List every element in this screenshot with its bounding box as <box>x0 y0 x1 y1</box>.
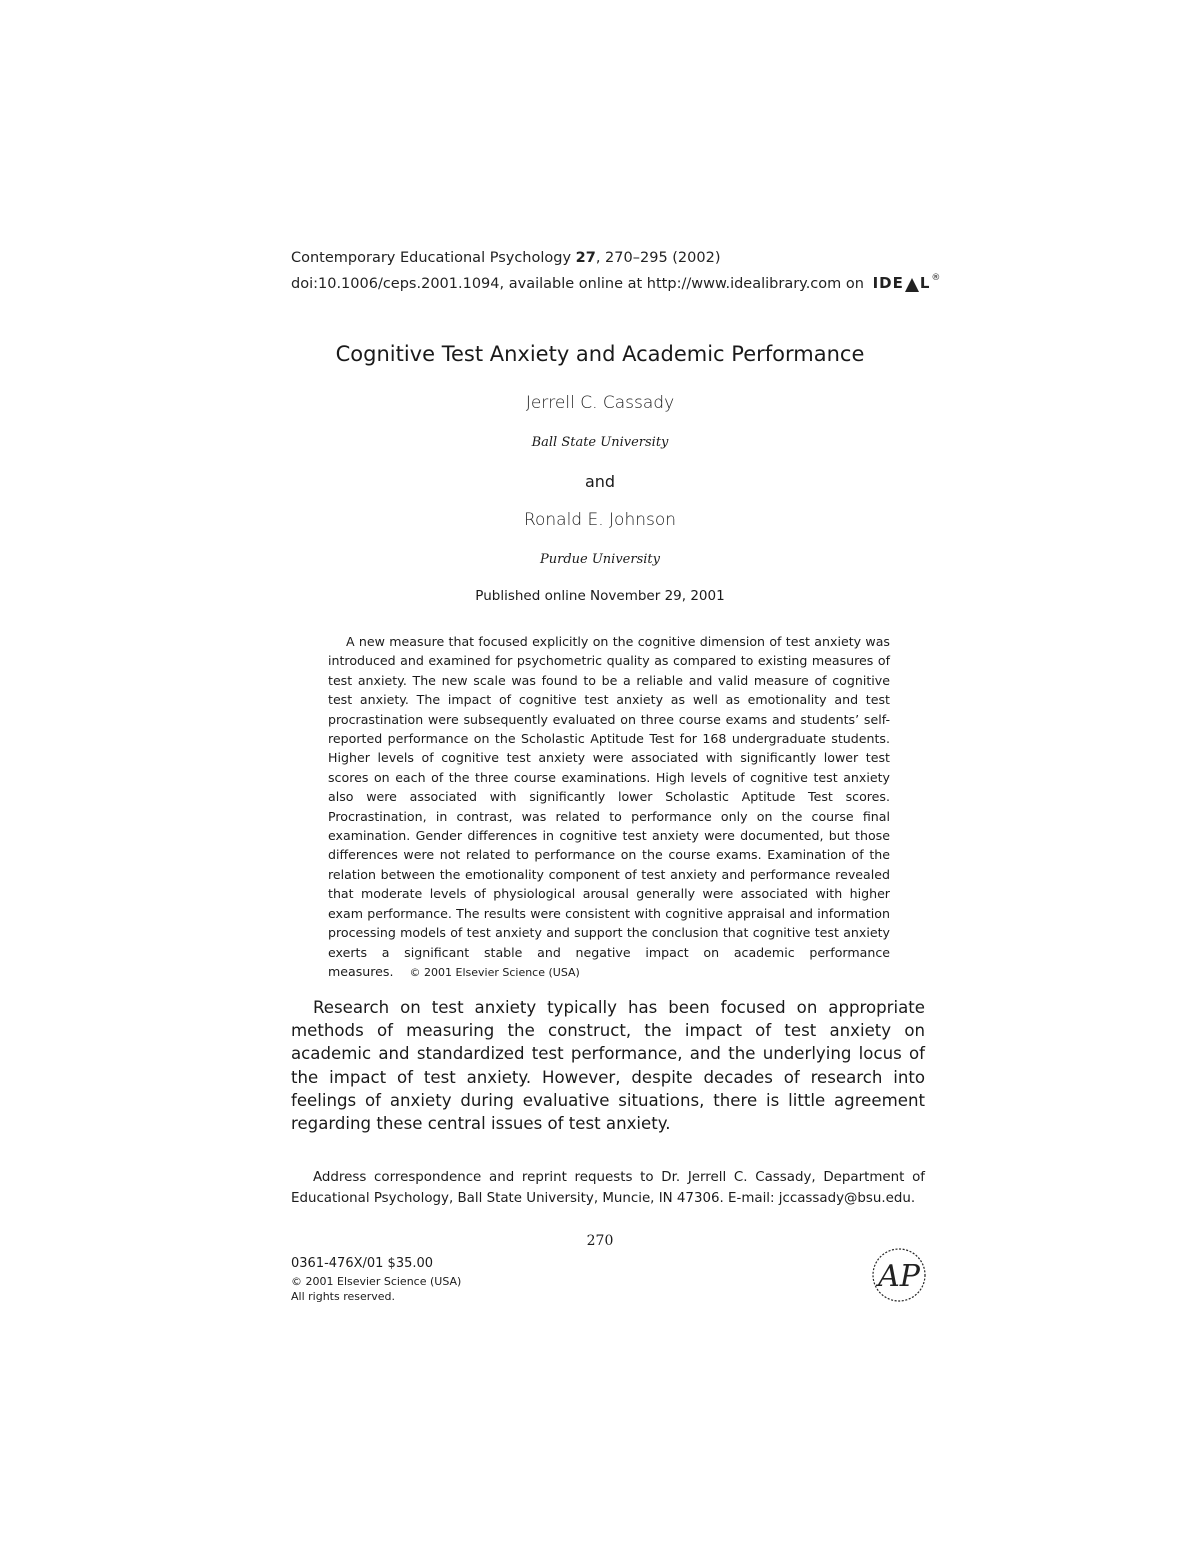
affiliation-1: Ball State University <box>531 435 669 450</box>
correspondence-footnote: Address correspondence and reprint requests to Dr. Jerrell C. Cassady, Department of Educational Psychology, Ball State University, Muncie, IN 47306. E-mail: jccassady@bsu.edu. <box>291 1170 925 1206</box>
journal-volume: 27 <box>575 250 596 266</box>
doi-line <box>291 274 941 292</box>
ideal-triangle-icon <box>905 278 919 292</box>
issn-price: 0361-476X/01 $35.00 <box>291 1256 434 1271</box>
page-number: 270 <box>586 1233 614 1249</box>
abstract-copyright: © 2001 Elsevier Science (USA) <box>409 965 580 979</box>
published-date: Published online November 29, 2001 <box>475 588 725 604</box>
article-title: Cognitive Test Anxiety and Academic Performance <box>335 342 865 366</box>
affiliation-2: Purdue University <box>540 552 660 567</box>
publication-meta <box>291 1254 461 1304</box>
footer-copyright: © 2001 Elsevier Science (USA) <box>291 1275 462 1288</box>
author-2: Ronald E. Johnson <box>523 510 677 530</box>
academic-press-logo-icon <box>870 1246 928 1304</box>
journal-name: Contemporary Educational Psychology <box>291 250 576 266</box>
journal-citation <box>291 250 721 266</box>
doi-text: doi:10.1006/ceps.2001.1094, available online at http://www.idealibrary.com on <box>291 276 869 292</box>
abstract-text: A new measure that focused explicitly on the cognitive dimension of test anxiety was introduced and examined for psychometric quality as compared to existing measures of test anxiety. The new scale was found to be a reliable and valid measure of cognitive test anxiety. The impact of cognitive test anxiety as well as emotionality and test procrastination were subsequently evaluated on three course exams and students’ self-reported performance on the Scholastic Aptitude Test for 168 undergraduate students. Higher levels of cognitive test anxiety were associated with significantly lower test scores on each of the three course examinations. High levels of cognitive test anxiety also were associated with significantly lower Scholastic Aptitude Test scores. Procrastination, in contrast, was related to performance only on the course final examination. Gender differences in cognitive test anxiety were documented, but those differences were not related to performance on the course exams. Examination of the relation between the emotionality component of test anxiety and performance revealed that moderate levels of physiological arousal generally were associated with higher exam performance. The results were consistent with cognitive appraisal and information processing models of test anxiety and support the conclusion that cognitive test anxiety exerts a significant stable and negative impact on academic performance measures. <box>328 634 890 979</box>
author-conjunction: and <box>584 472 616 491</box>
abstract <box>328 632 890 982</box>
ideal-logo: IDE L ® <box>872 273 942 292</box>
journal-pages-year: , 270–295 (2002) <box>595 250 721 266</box>
intro-paragraph: Research on test anxiety typically has been focused on appropriate methods of measuring the construct, the impact of test anxiety on academic and standardized test performance, and the underlying locus of the impact of test anxiety. However, despite decades of research into feelings of anxiety during evaluative situations, there is little agreement regarding these central issues of test anxiety. <box>291 998 925 1134</box>
author-1: Jerrell C. Cassady <box>525 393 675 413</box>
publisher-logo-text: AP <box>878 1259 920 1294</box>
rights-statement: All rights reserved. <box>291 1290 396 1303</box>
